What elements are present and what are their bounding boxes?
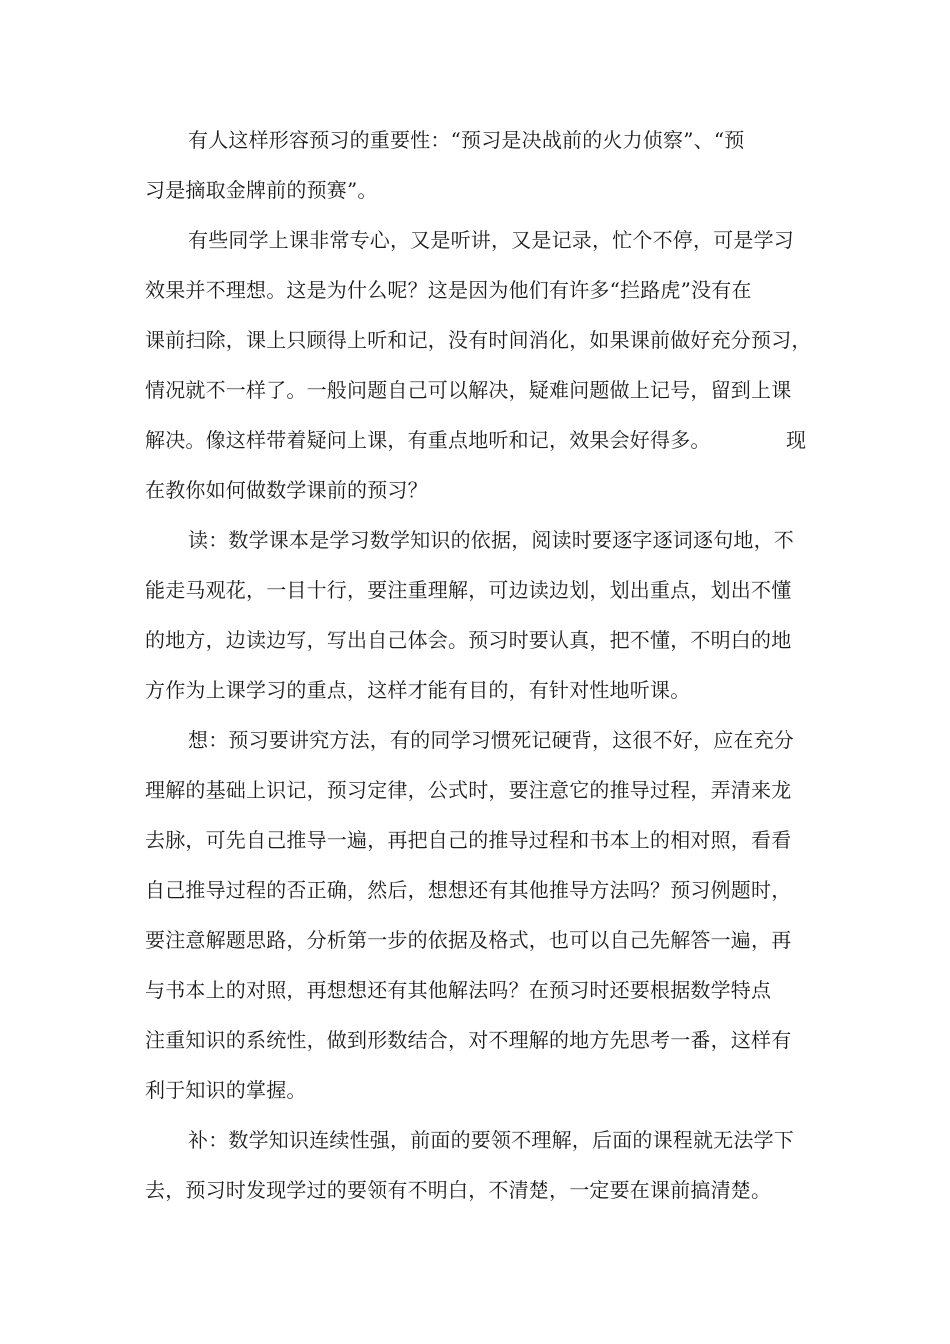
text-line: 能走马观花，一目十行，要注重理解，可边读边划，划出重点，划出不懂 bbox=[145, 578, 792, 602]
text-line: 效果并不理想。这是为什么呢？这是因为他们有许多“拦路虎”没有在 bbox=[145, 278, 752, 302]
text-line: 习是摘取金牌前的预赛”。 bbox=[145, 178, 378, 202]
text-fragment: 现 bbox=[786, 428, 807, 452]
text-line: 要注意解题思路，分析第一步的依据及格式，也可以自己先解答一遍，再 bbox=[145, 928, 792, 952]
text-line: 去脉，可先自己推导一遍，再把自己的推导过程和书本上的相对照，看看 bbox=[145, 828, 792, 852]
text-line: 课前扫除，课上只顾得上听和记，没有时间消化，如果课前做好充分预习， bbox=[145, 328, 812, 352]
text-line: 在教你如何做数学课前的预习？ bbox=[145, 478, 428, 502]
text-line: 有些同学上课非常专心，又是听讲，又是记录，忙个不停，可是学习 bbox=[188, 228, 794, 252]
text-line: 读：数学课本是学习数学知识的依据，阅读时要逐字逐词逐句地，不 bbox=[188, 528, 794, 552]
text-line: 注重知识的系统性，做到形数结合，对不理解的地方先思考一番，这样有 bbox=[145, 1028, 792, 1052]
text-line: 情况就不一样了。一般问题自己可以解决，疑难问题做上记号，留到上课 bbox=[145, 378, 792, 402]
text-line: 自己推导过程的否正确，然后，想想还有其他推导方法吗？预习例题时， bbox=[145, 878, 792, 902]
text-line: 去，预习时发现学过的要领有不明白，不清楚，一定要在课前搞清楚。 bbox=[145, 1178, 772, 1202]
text-line: 想：预习要讲究方法，有的同学习惯死记硬背，这很不好，应在充分 bbox=[188, 728, 794, 752]
text-line: 理解的基础上识记，预习定律，公式时，要注意它的推导过程，弄清来龙 bbox=[145, 778, 792, 802]
text-line: 有人这样形容预习的重要性：“预习是决战前的火力侦察”、“预 bbox=[188, 128, 745, 152]
text-line: 方作为上课学习的重点，这样才能有目的，有针对性地听课。 bbox=[145, 678, 691, 702]
text-line: 的地方，边读边写，写出自己体会。预习时要认真，把不懂，不明白的地 bbox=[145, 628, 792, 652]
text-line: 利于知识的掌握。 bbox=[145, 1078, 307, 1102]
text-line: 与书本上的对照，再想想还有其他解法吗？在预习时还要根据数学特点 bbox=[145, 978, 772, 1002]
text-line: 解决。像这样带着疑问上课，有重点地听和记，效果会好得多。 bbox=[145, 428, 711, 452]
text-line: 补：数学知识连续性强，前面的要领不理解，后面的课程就无法学下 bbox=[188, 1128, 794, 1152]
